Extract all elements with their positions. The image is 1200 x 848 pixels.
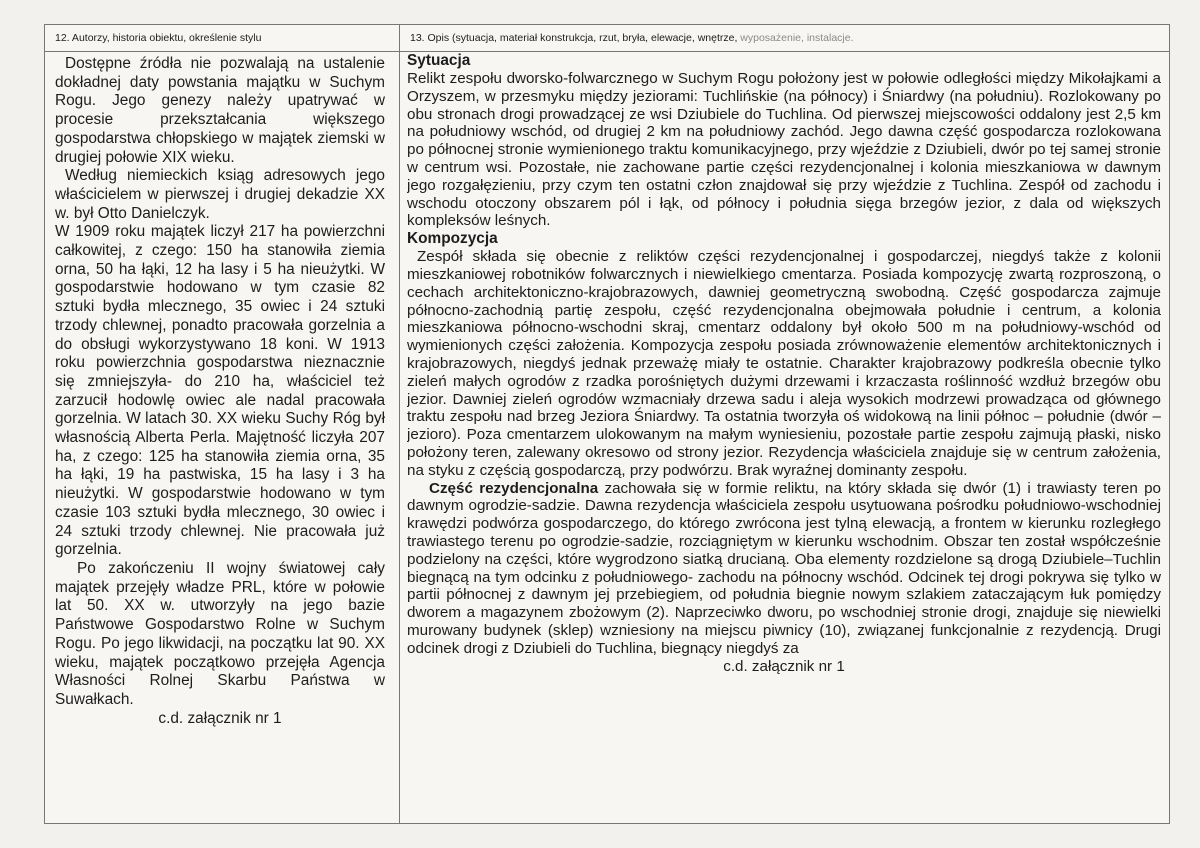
section-13-label-faded: wyposażenie, instalacje. — [740, 32, 854, 44]
czesc-rezydencjonalna-heading: Część rezydencjonalna — [429, 479, 599, 497]
history-continuation-note: c.d. załącznik nr 1 — [158, 709, 282, 727]
history-paragraph-4: Po zakończeniu II wojny światowej cały majątek przejęły władze PRL, które w połowie lat 50. XX w. utworzyły na jego bazie Państwowe Gospodarstwo Rolne w Suchym Rogu. Po jego likwidacji, na początku lat 90. XX wieku, majątek początkowo przejęła Agencja Własności Rolnej Skarbu Państwa w Suwałkach. — [55, 559, 385, 708]
history-paragraph-3: W 1909 roku majątek liczył 217 ha powierzchni całkowitej, z czego: 150 ha stanowiła ziemia orna, 50 ha łąki, 12 ha lasy i 5 ha nieużytki. W gospodarstwie hodowano w tym czasie 82 sztuki bydła mlecznego, 35 owiec i 24 sztuki trzody chlewnej, ponadto pracowała gorzelnia a do obsługi wykorzystywano 18 koni. W 1913 roku powierzchnia gospodarstwa nieznacznie się zmniejszyła- do 210 ha, właściciel też zarzucił hodowlę owiec ale nadal pracowała gorzelnia. W latach 30. XX wieku Suchy Róg był własnością Alberta Perla. Majętność liczyła 207 ha, z czego: 125 ha stanowiła ziemia orna, 35 ha łąki, 19 ha pastwiska, 15 ha lasy i 3 ha nieużytki. W gospodarstwie hodowano w tym czasie 103 sztuki bydła mlecznego, 30 owiec i 24 sztuki trzody chlewnej. Nie pracowała już gorzelnia. — [55, 223, 385, 559]
section-13-label — [410, 32, 1160, 44]
form-sheet — [44, 24, 1170, 824]
description-continuation-note: c.d. załącznik nr 1 — [723, 657, 845, 675]
section-12-label: 12. Autorzy, historia obiektu, określenie stylu — [55, 32, 262, 44]
kompozycja-text: Zespół składa się obecnie z reliktów części rezydencjonalnej i gospodarczej, niegdyś także z kolonii mieszkaniowej robotników folwarcznych i niewielkiego cmentarza. Posiada kompozycję zwartą rozproszoną, o cechach architektoniczno-krajobrazowych, dawniej geometryczną swobodną. Część gospodarcza zajmuje północno-zachodnią partię zespołu, część rezydencjonalna obejmowała południe i centrum, a kolonia mieszkaniowa północno-wschodni skraj, cmentarz oddalony był około 500 m na południowy-wschód od wymienionych części założenia. Kompozycja zespołu posiada zrównoważenie elementów architektonicznych i krajobrazowych, niegdyś jednak przeważę miały te ostatnie. Charakter krajobrazowy podkreśla obecnie tylko zieleń małych ogrodów z rzadka porośniętych dużymi drzewami i krzaczasta roślinność wzdłuż brzegów obu jezior. Dawniej zieleń ogrodów wzmacniały drzewa sadu i aleja wysokich modrzewi prowadząca od głównego traktu zespołu nad brzeg Jeziora Śniardwy. Ta ostatnia tworzyła oś widokową na linii północ – południe (dwór – jezioro). Poza cmentarzem ulokowanym na małym wyniesieniu, pozostałe partie zespołu zajmują płaski, nisko położony teren, zalewany okresowo od strony jezior. Rezydencja właściciela znajduje się w centrum założenia, na styku z częścią gospodarczą, przy podwórzu. Brak wyraźnej dominanty zespołu. — [407, 248, 1161, 479]
section-13-label-main: 13. Opis (sytuacja, materiał konstrukcja, rzut, bryła, elewacje, wnętrze, — [410, 32, 741, 44]
history-paragraph-2: Według niemieckich ksiąg adresowych jego właścicielem w pierwszej i drugiej dekadzie XX w. był Otto Danielczyk. — [55, 167, 385, 222]
form-header — [45, 25, 1169, 52]
czesc-rezydencjonalna-paragraph — [407, 480, 1161, 658]
sytuacja-text: Relikt zespołu dworsko-folwarcznego w Suchym Rogu położony jest w połowie odległości między Mikołajkami a Orzyszem, w przesmyku między jeziorami: Tuchlińskie (na północy) i Śniardwy (na południu). Rozlokowany po obu stronach drogi prowadzącej ze wsi Dziubiele do Tuchlina. Od pierwszej miejscowości oddalony jest 2,5 km na południowy wschód, od drugiej 2 km na południowy zachód. Jego dawna część gospodarcza rozlokowana po północnej stronie wymienionego traktu komunikacyjnego, przy wjeździe z Dziubieli, dwór po tej samej stronie w centrum wsi. Pozostałe, nie zachowane partie części rezydencjonalnej i kolonia mieszkaniowa w dawnym jego rozgałęzieniu, przy czym ten ostatni człon znajdował się przy wjeździe z Tuchlina. Zespół od zachodu i wschodu otoczony obszarem pól i łąk, od północy i południa sięga brzegów jezior, z dala od większych kompleksów leśnych. — [407, 70, 1161, 230]
description-column — [407, 52, 1161, 820]
sytuacja-heading: Sytuacja — [407, 52, 471, 69]
czesc-rezydencjonalna-text: zachowała się w formie reliktu, na który składa się dwór (1) i trawiasty teren po dawnym ogrodzie-sadzie. Dawna rezydencja właściciela zespołu usytuowana pośrodku południowo-wschodniej krawędzi podwórza gospodarczego, do którego zwrócona jest tylną elewacją, a frontem w kierunku rozległego trawiastego terenu po ogrodzie-sadzie, rozciągniętym w kierunku wschodnim. Obszar ten został współcześnie podzielony na części, które wygrodzono siatką drucianą. Oba elementy rozdzielone są drogą Dziubiele–Tuchlin biegnącą na tym odcinku z południowego- zachodu na północny wschód. Odcinek tej drogi pokrywa się tylko w partii północnej z dawnym jej przebiegiem, od południa biegnie nowym szlakiem zataczającym łuk pomiędzy dworem a magazynem zbożowym (2). Naprzeciwko dworu, po wschodniej stronie drogi, znajduje się niewielki murowany budynek (sklep) wzniesiony na miejscu piwnicy (10), związanej funkcjonalnie z rezydencją. Drugi odcinek drogi z Dziubieli do Tuchlina, biegnący niegdyś za — [407, 479, 1161, 657]
history-paragraph-1: Dostępne źródła nie pozwalają na ustalenie dokładnej daty powstania majątku w Suchym Rogu. Jego genezy należy upatrywać w procesie przekształcania większego gospodarstwa chłopskiego w majątek ziemski w drugiej połowie XIX wieku. — [55, 55, 385, 166]
column-divider — [399, 25, 400, 823]
history-column — [55, 55, 385, 815]
kompozycja-heading: Kompozycja — [407, 230, 498, 248]
